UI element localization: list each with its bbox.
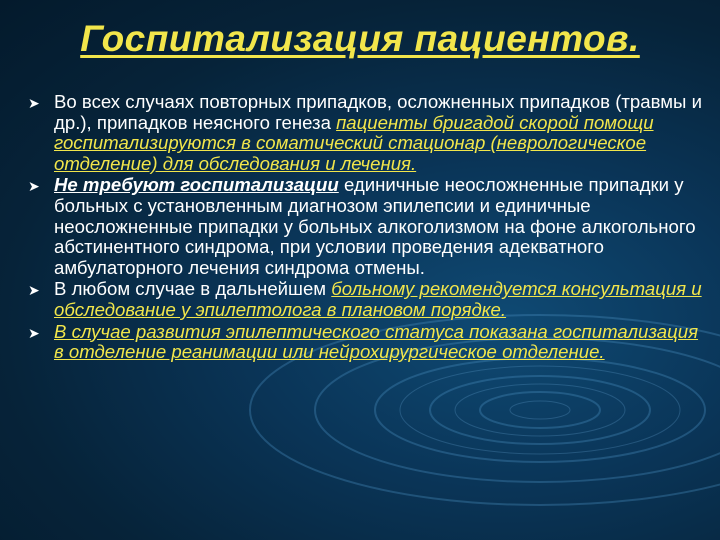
slide-title: Госпитализация пациентов. (80, 18, 640, 59)
arrow-bullet-icon: ➤ (28, 178, 40, 195)
arrow-bullet-icon: ➤ (28, 282, 40, 299)
bullet-text: Во всех случаях повторных припадков, осложненных припадков (травмы и др.), припадков неясного генеза (54, 91, 702, 133)
bullet-text: единичные неосложненные припадки у больных с установленным диагнозом эпилепсии и единичные неосложненные припадки у больных алкоголизмом на фоне алкогольного абстинентного синдрома, при условии проведения адекватного амбулаторного лечения синдрома отмены. (54, 174, 696, 278)
bullet-item (28, 279, 708, 320)
bullet-item (28, 92, 708, 174)
bullet-highlight: В случае развития эпилептического статуса показана госпитализация в отделение реанимации или нейрохирургическое отделение. (54, 320, 699, 363)
arrow-bullet-icon: ➤ (28, 95, 40, 111)
arrow-bullet-icon: ➤ (28, 324, 40, 341)
bullet-highlight: больному рекомендуется консультация и обследование у эпилептолога в плановом порядке. (54, 278, 702, 320)
bullet-list (28, 92, 708, 364)
bullet-highlight: пациенты бригадой скорой помощи госпитализируются в соматический стационар (неврологическое отделение) для обследования и лечения. (54, 111, 654, 174)
bullet-emphasis: Не требуют госпитализации (54, 174, 339, 196)
bullet-item (28, 175, 708, 278)
bullet-text: В любом случае в дальнейшем (54, 278, 332, 300)
bullet-item (28, 322, 708, 363)
